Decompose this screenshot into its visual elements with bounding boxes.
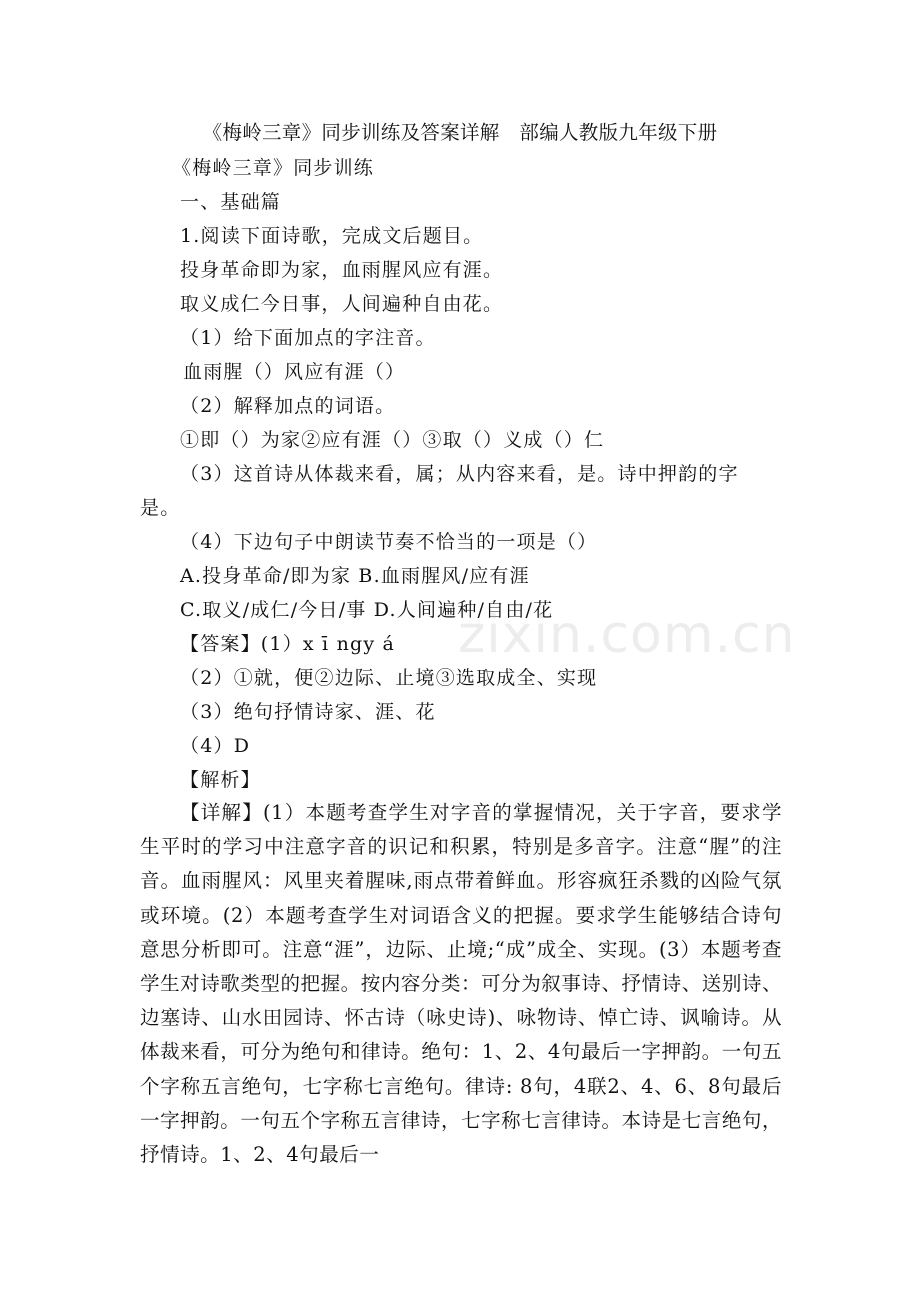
answer-3: （3）绝句抒情诗家、涯、花: [180, 701, 436, 723]
answer-2: （2）①就，便②边际、止境③选取成全、实现: [180, 667, 598, 689]
sub-question-2: （2）解释加点的词语。: [180, 395, 396, 417]
section-heading: 一、基础篇: [180, 191, 282, 213]
sub-question-1: （1）给下面加点的字注音。: [180, 327, 436, 349]
sub-question-1-content: 血雨腥（）风应有涯（）: [183, 361, 406, 383]
detail-paragraph: 【详解】(1）本题考查学生对字音的掌握情况，关于字音，要求学生平时的学习中注意字音的识记和积累，特别是多音字。注意“腥”的注音。血雨腥风：风里夹着腥味,雨点带着鲜血。形容疯狂杀戮的凶险气氛或环境。(2）本题考查学生对词语含义的把握。要求学生能够结合诗句意思分析即可。注意“涯”，边际、止境;“成”成全、实现。(3）本题考查学生对诗歌类型的把握。按内容分类：可分为叙事诗、抒情诗、送别诗、边塞诗、山水田园诗、怀古诗（咏史诗)、咏物诗、悼亡诗、讽喻诗。从体裁来看，可分为绝句和律诗。绝句：1、2、4句最后一字押韵。一句五个字称五言绝句，七字称七言绝句。律诗: 8句，4联2、4、6、8句最后一字押韵。一句五个字称五言律诗，七字称七言律诗。本诗是七言绝句，抒情诗。1、2、4句最后一: [140, 801, 782, 1167]
question-1: 1.阅读下面诗歌，完成文后题目。: [180, 225, 484, 247]
document-title: 《梅岭三章》同步训练及答案详解 部编人教版九年级下册: [202, 121, 718, 144]
poem-line-1: 投身革命即为家，血雨腥风应有涯。: [180, 259, 504, 281]
sub-question-3-continued: 是。: [140, 497, 181, 519]
analysis-label: 【解析】: [180, 769, 261, 791]
watermark: zixin.com.cn: [458, 605, 796, 665]
answer-4: （4）D: [180, 735, 251, 757]
poem-line-2: 取义成仁今日事，人间遍种自由花。: [180, 293, 504, 315]
sub-question-4: （4）下边句子中朗读节奏不恰当的一项是（）: [180, 531, 598, 553]
options-a-b: A.投身革命/即为家 B.血雨腥风/应有涯: [180, 565, 530, 587]
sub-question-2-content: ①即（）为家②应有涯（）③取（）义成（）仁: [180, 429, 605, 451]
options-c-d: C.取义/成仁/今日/事 D.人间遍种/自由/花: [180, 599, 554, 621]
sub-question-3: （3）这首诗从体裁来看，属；从内容来看，是。诗中押韵的字: [180, 463, 739, 485]
subtitle: 《梅岭三章》同步训练: [172, 157, 375, 179]
answer-1: 【答案】(1）x ī ngy á: [180, 633, 396, 655]
